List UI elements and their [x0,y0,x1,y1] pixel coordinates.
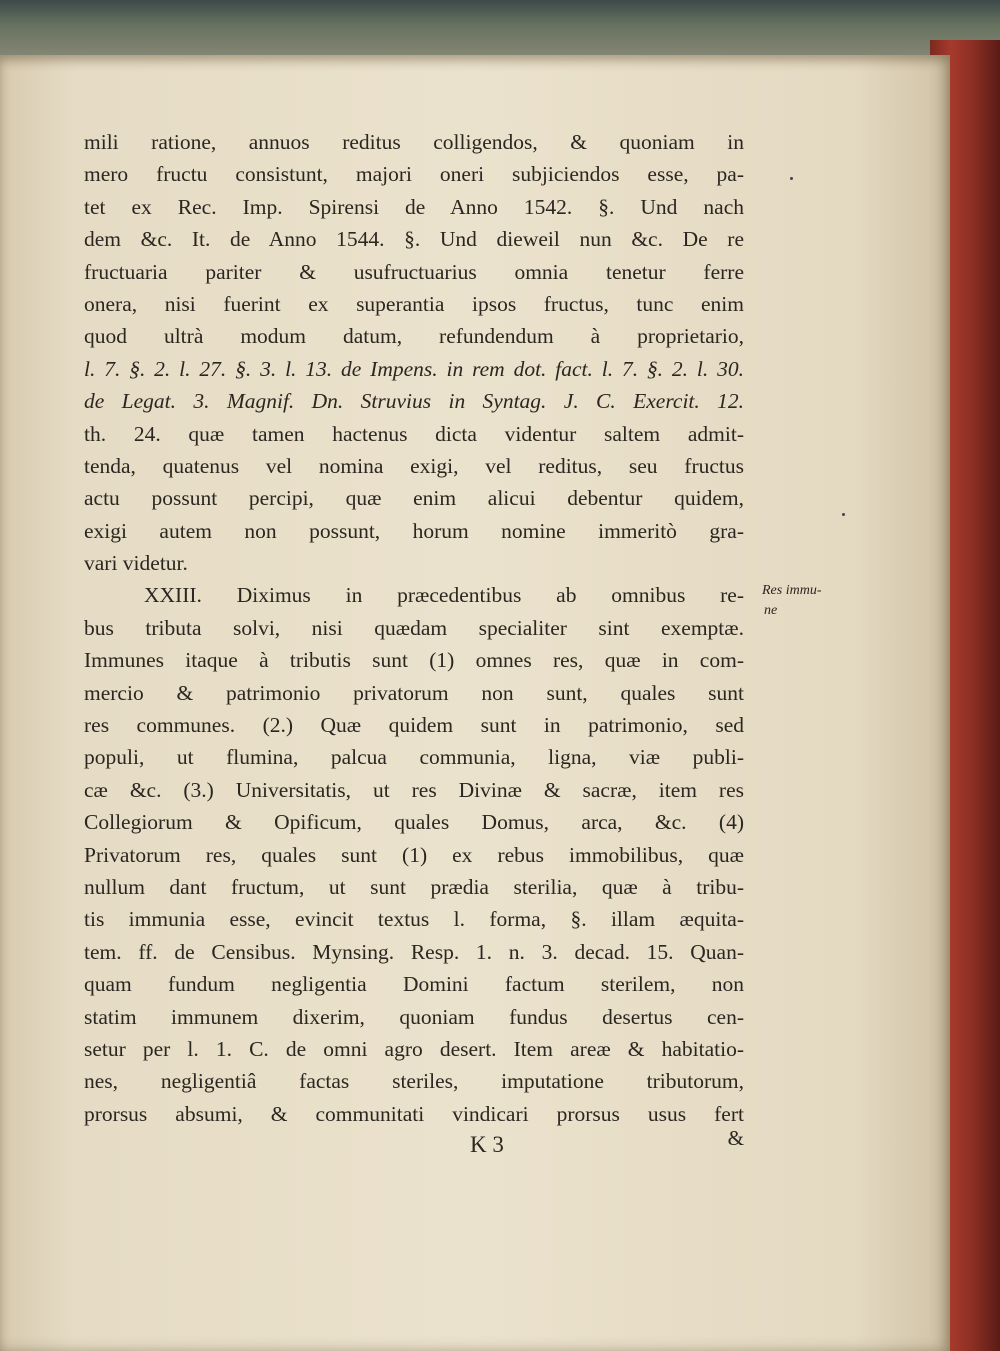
speck [842,513,845,516]
text-line: quam fundum negligentia Domini factum sterilem, non [84,972,744,997]
citation-line: l. 7. §. 2. l. 27. §. 3. l. 13. de Impens. in rem dot. fact. l. 7. §. 2. l. 30. [84,356,744,381]
text-line: nullum dant fructum, ut sunt prædia sterilia, quæ à tribu- [84,874,744,899]
text-line: res communes. (2.) Quæ quidem sunt in patrimonio, sed [84,713,744,738]
speck [790,177,793,180]
text-line: nes, negligentiâ factas steriles, imputatione tributorum, [84,1069,744,1094]
text-line: tem. ff. de Censibus. Mynsing. Resp. 1. n. 3. decad. 15. Quan- [84,939,744,964]
text-line: setur per l. 1. C. de omni agro desert. Item areæ & habitatio- [84,1036,744,1061]
section-start-line: XXIII. Diximus in præcedentibus ab omnibus re- [144,583,744,608]
citation-line: de Legat. 3. Magnif. Dn. Struvius in Syntag. J. C. Exercit. 12. [84,389,744,414]
text-line: mili ratione, annuos reditus colligendos, & quoniam in [84,130,744,154]
text-line: onera, nisi fuerint ex superantia ipsos fructus, tunc enim [84,291,744,316]
margin-note-line: Res immu- [762,583,822,598]
text-line: fructuaria pariter & usufructuarius omnia tenetur ferre [84,259,744,284]
text-line: tenda, quatenus vel nomina exigi, vel reditus, seu fructus [84,453,744,478]
text-line: mercio & patrimonio privatorum non sunt, quales sunt [84,680,744,705]
body-text [84,126,744,1130]
text-line: dem &c. It. de Anno 1544. §. Und dieweil nun &c. De re [84,227,744,252]
text-line: exigi autem non possunt, horum nomine immeritò gra- [84,518,744,543]
text-line: Privatorum res, quales sunt (1) ex rebus immobilibus, quæ [84,842,744,867]
text-line: tet ex Rec. Imp. Spirensi de Anno 1542. §. Und nach [84,194,744,219]
text-line: Collegiorum & Opificum, quales Domus, arca, &c. (4) [84,810,744,835]
text-line: statim immunem dixerim, quoniam fundus desertus cen- [84,1004,744,1029]
text-line: Immunes itaque à tributis sunt (1) omnes res, quæ in com- [84,648,744,673]
text-line: actu possunt percipi, quæ enim alicui debentur quidem, [84,486,744,511]
catchword: & [727,1126,744,1150]
text-line: prorsus absumi, & communitati vindicari prorsus usus fert [84,1101,744,1126]
text-line: quod ultrà modum datum, refundendum à proprietario, [84,324,744,349]
margin-note-line: ne [764,603,778,618]
page-footer [84,1128,744,1168]
text-line: populi, ut flumina, palcua communia, ligna, viæ publi- [84,745,744,770]
text-line: bus tributa solvi, nisi quædam specialiter sint exemptæ. [84,615,744,640]
text-line: mero fructu consistunt, majori oneri subjiciendos esse, pa- [84,162,744,187]
text-line: vari videtur. [84,551,188,576]
margin-note [762,581,852,621]
text-line: th. 24. quæ tamen hactenus dicta videntur saltem admit- [84,421,744,446]
text-line: tis immunia esse, evincit textus l. forma, §. illam æquita- [84,907,744,932]
book-top-edge [0,0,1000,62]
text-line: cæ &c. (3.) Universitatis, ut res Divinæ & sacræ, item res [84,777,744,802]
signature-mark: K 3 [470,1132,504,1157]
